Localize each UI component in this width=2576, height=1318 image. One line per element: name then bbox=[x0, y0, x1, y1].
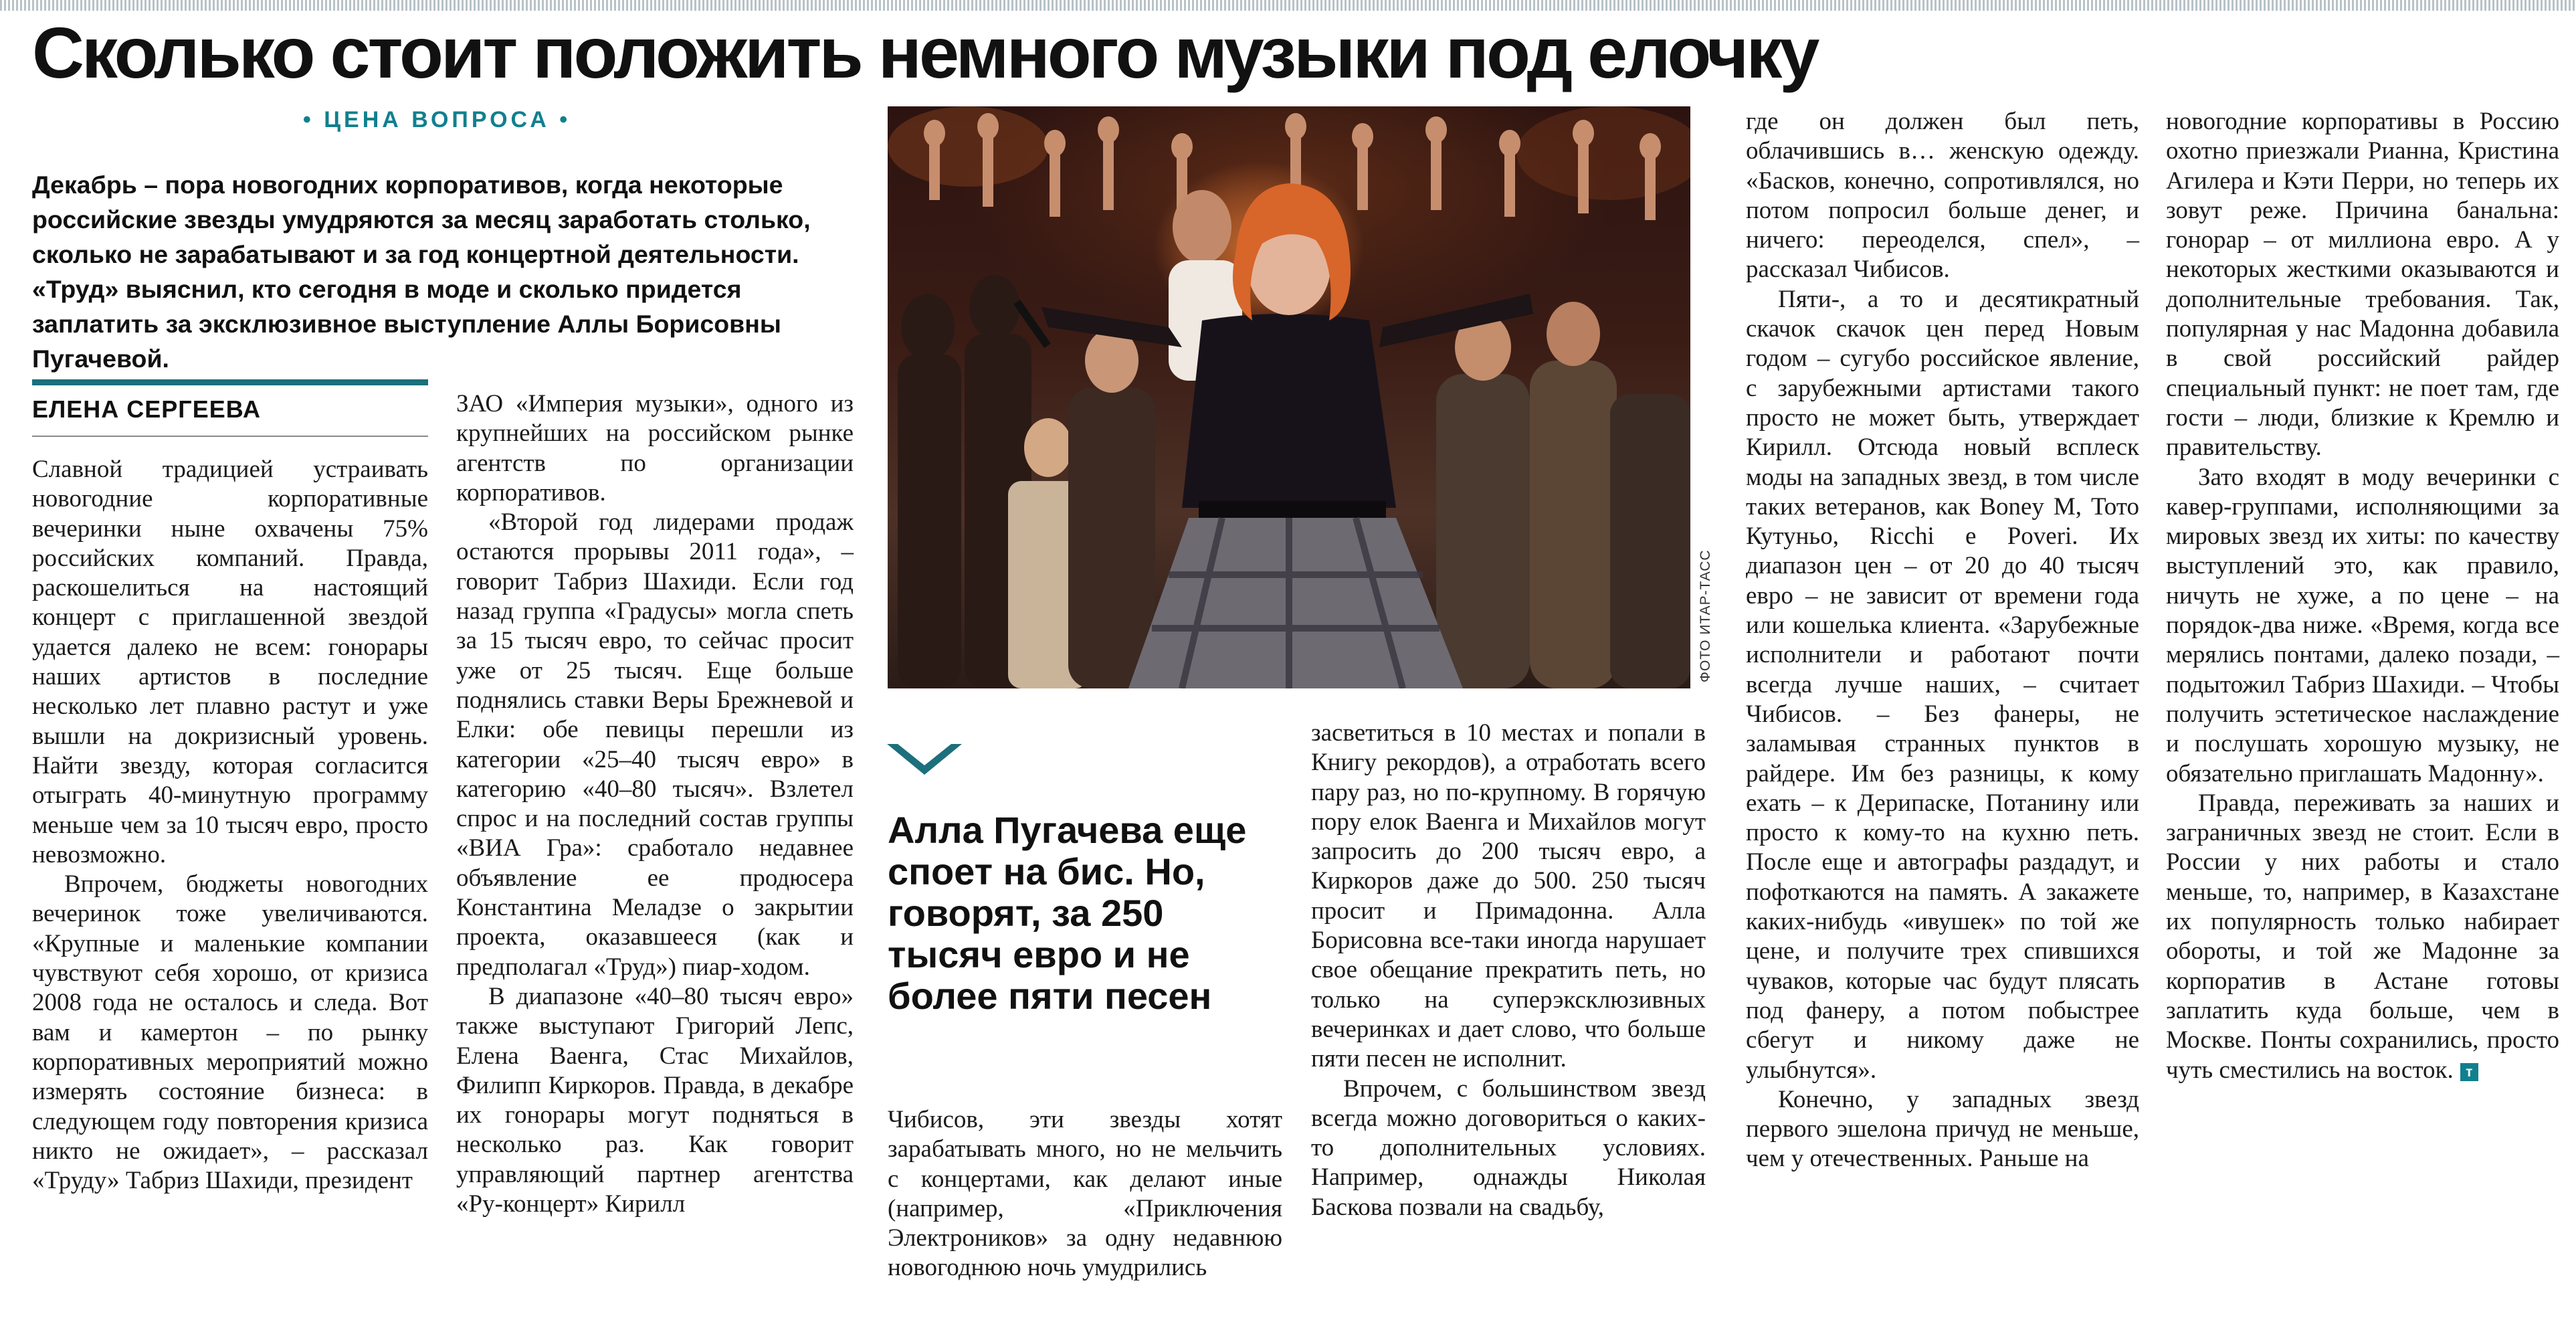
byline-divider bbox=[32, 436, 428, 437]
paragraph: засветиться в 10 местах и попали в Книгу рекордов), а отработать всего пару раз, но по-крупному. В горячую пору елок Ваенга и Михайлов могут запросить до 200 тысяч евро, а Киркоров даже до 500. 250 тысяч просит и Примадонна. Алла Борисовна все-таки иногда нарушает свое обещание прекратить петь, но только на суперэксклюзивных вечеринках и дает слово, что больше пяти песен не исполнит. bbox=[1311, 719, 1706, 1073]
paragraph: Чибисов, эти звезды хотят зарабатывать много, но не мельчить с концертами, как делают иные (например, «Приключения Электроников» за одну недавнюю новогоднюю ночь умудрились bbox=[888, 1106, 1282, 1282]
paragraph: Впрочем, бюджеты новогодних вечеринок тоже увеличиваются. «Крупные и маленькие компании чувствуют себя хорошо, от кризиса 2008 года не осталось и следа. Вот вам и камертон – по рынку корпоративных мероприятий можно измерять состояние бизнеса: в следующем году повторения кризиса никто не ожидает», – рассказал «Труду» Табриз Шахиди, президент bbox=[32, 870, 428, 1195]
rubric-bullet-left: • bbox=[302, 107, 314, 132]
concert-photo bbox=[888, 106, 1690, 688]
paragraph: новогодние корпоративы в Россию охотно приезжали Рианна, Кристина Агилера и Кэти Перри, но теперь их зовут реже. Причина банальна: гонорар – от миллиона евро. А у некоторых жесткими оказываются и дополнительные требования. Так, популярная у нас Мадонна добавила в свой российский райдер специальный пункт: не поет там, где гости – люди, близкие к Кремлю и правительству. bbox=[2166, 108, 2559, 462]
article-lead: Декабрь – пора новогодних корпоративов, когда некоторые российские звезды умудряются за месяц заработать столько, сколько не зарабатывают и за год концертной деятельности. «Труд» выяснил, кто сегодня в моде и сколько придется заплатить за эксклюзивное выступление Аллы Борисовны Пугачевой. bbox=[32, 171, 811, 373]
paragraph: Пяти-, а то и десятикратный скачок скачок цен перед Новым годом – сугубо российское явление, с зарубежными артистами такого просто не может быть, утверждает Кирилл. Отсюда новый всплеск моды на западных звезд, в том числе таких ветеранов, как Boney M, Тото Кутуньо, Ricchi e Poveri. Их диапазон цен – от 20 до 40 тысяч евро – не зависит от времени года или кошелька клиента. «Зарубежные исполнители и работают почти всегда лучше наших, – считает Чибисов. – Без фанеры, не заламывая странных пунктов в райдере. Им без разницы, к кому ехать – к Дерипаске, Потанину или просто к кому-то на кухню петь. После еще и автографы раздадут, и пофоткаются на память. А закажете каких-нибудь «ивушек» по той же цене, и получите трех спившихся чуваков, которые час будут плясать под фанеру, а потом побыстрее сбегут и никому даже не улыбнутся». bbox=[1746, 285, 2139, 1084]
rubric-label: ЦЕНА ВОПРОСА bbox=[324, 107, 550, 132]
rubric-bullet-right: • bbox=[559, 107, 571, 132]
trud-end-mark-icon: т bbox=[2460, 1063, 2478, 1081]
paragraph: Конечно, у западных звезд первого эшелона причуд не меньше, чем у отечественных. Раньше на bbox=[1746, 1085, 2139, 1173]
text-column-5 bbox=[1746, 107, 2139, 1174]
paragraph: где он должен был петь, облачившись в… женскую одежду. «Басков, конечно, сопротивлялся, но потом попросил больше денег, и ничего: переоделся, спел», – рассказал Чибисов. bbox=[1746, 108, 2139, 284]
paragraph-text: Правда, переживать за наших и заграничных звезд не стоит. Если в России у них работы и стало меньше, то, например, в Казахстане их популярность только набирает обороты, и той же Мадонне за корпоратив в Астане готовы заплатить куда больше, чем в Москве. Понты сохранились, просто чуть сместились на восток. bbox=[2166, 789, 2559, 1084]
paragraph: В диапазоне «40–80 тысяч евро» также выступают Григорий Лепс, Елена Ваенга, Стас Михайлов, Филипп Киркоров. Правда, в декабре их гонорары могут подняться в несколько раз. Как говорит управляющий партнер агентства «Ру-концерт» Кирилл bbox=[456, 982, 854, 1218]
author-byline: ЕЛЕНА СЕРГЕЕВА bbox=[32, 395, 261, 423]
text-column-4 bbox=[1311, 719, 1706, 1222]
photo-credit: ФОТО ИТАР-ТАСС bbox=[1698, 549, 1713, 682]
text-column-2 bbox=[456, 389, 854, 1219]
section-rubric bbox=[27, 107, 847, 133]
paragraph: «Второй год лидерами продаж остаются прорывы 2011 года», – говорит Табриз Шахиди. Если год назад группа «Градусы» могла спеть за 15 тысяч евро, то сейчас просит уже от 25 тысяч. Еще больше поднялись ставки Веры Брежневой и Елки: обе певицы перешли из категории «25–40 тысяч евро» в категорию «40–80 тысяч». Взлетел спрос и на последний состав группы «ВИА Гра»: сработало недавнее объявление ее продюсера Константина Меладзе о закрытии проекта, оказавшееся (как и предполагал «Труд») пиар-ходом. bbox=[456, 508, 854, 981]
paragraph: Зато входят в моду вечеринки с кавер-группами, исполняющими за мировых звезд их хиты: по качеству выступлений это, как правило, ничуть не хуже, а по цене – на порядок-два ниже. «Время, когда все мерялись понтами, далеко позади, – подытожил Табриз Шахиди. – Чтобы получить эстетическое наслаждение и послушать хорошую музыку, не обязательно приглашать Мадонну». bbox=[2166, 463, 2559, 787]
text-column-6 bbox=[2166, 107, 2559, 1085]
paragraph: ЗАО «Империя музыки», одного из крупнейших на российском рынке агентств по организации корпоративов. bbox=[456, 390, 854, 506]
byline-rule bbox=[32, 379, 428, 385]
text-column-1 bbox=[32, 455, 428, 1196]
paragraph: Славной традицией устраивать новогодние корпоративные вечеринки ныне охвачены 75% российских компаний. Правда, раскошелиться на настоящий концерт с приглашенной звездой удается далеко не всем: гонорары наших артистов в последние несколько лет плавно растут и уже вышли на докризисный уровень. Найти звезду, которая согласится отыграть 40-минутную программу меньше чем за 10 тысяч евро, просто невозможно. bbox=[32, 456, 428, 868]
paragraph bbox=[2166, 789, 2559, 1085]
pull-quote: Алла Пугачева еще споет на бис. Но, говорят, за 250 тысяч евро и не более пяти песен bbox=[888, 809, 1247, 1017]
paragraph: Впрочем, с большинством звезд всегда можно договориться о каких-то дополнительных условиях. Например, однажды Николая Баскова позвали на свадьбу, bbox=[1311, 1074, 1706, 1221]
concert-photo-illustration bbox=[888, 106, 1690, 688]
text-column-3 bbox=[888, 1105, 1282, 1283]
chevron-down-icon bbox=[884, 741, 965, 783]
article-headline: Сколько стоит положить немного музыки под елочку bbox=[32, 12, 1817, 93]
